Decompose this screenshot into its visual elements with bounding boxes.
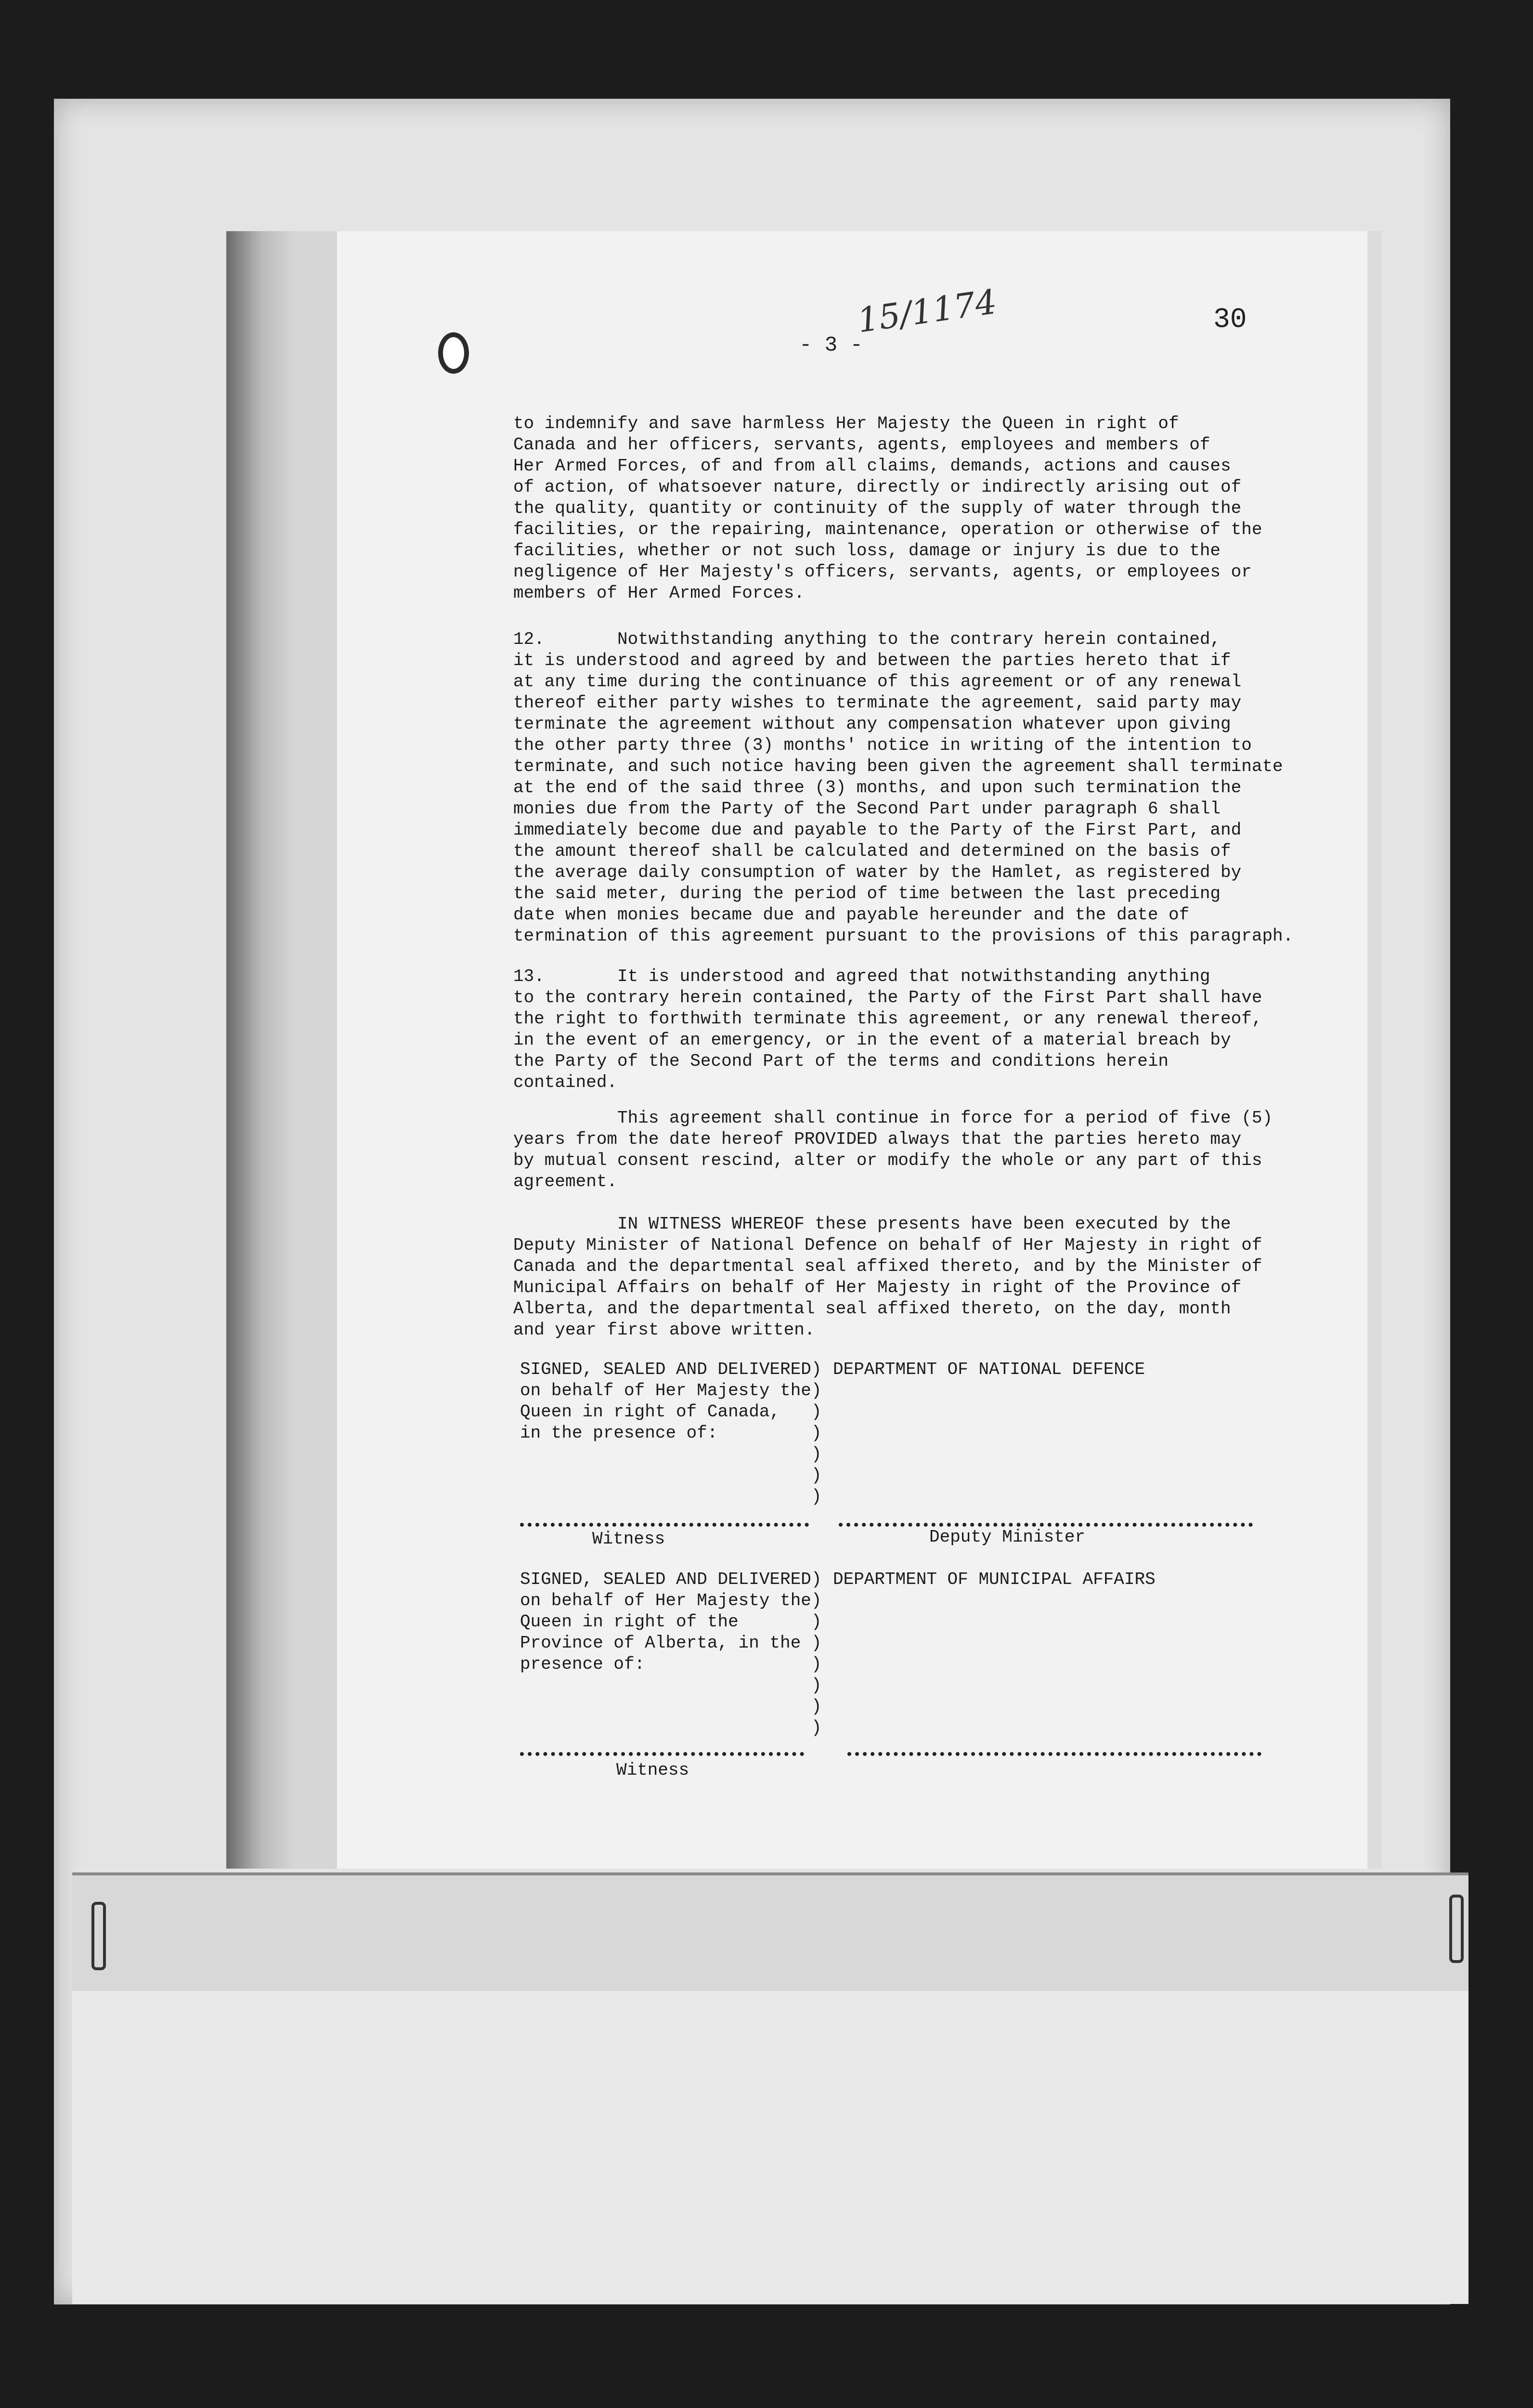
punch-hole <box>438 332 469 374</box>
paragraph-13: 13. It is understood and agreed that notwithstanding anything to the contrary herein contained, the Party of the First Part shall have the right to forthwith terminate this agreement, or any renewal thereof, in the event of an emergency, or in the event of a material breach by the Party of the Second Part of the terms and conditions herein contained. <box>513 967 1262 1092</box>
signature-block-national-defence <box>520 1359 1290 1552</box>
signature-recital: SIGNED, SEALED AND DELIVERED) on behalf of Her Majesty the) Queen in right of the ) Province of Alberta, in the ) presence of: ) ) ) ) <box>520 1570 822 1738</box>
handwritten-file-reference: 15/1174 <box>855 282 1000 340</box>
page-number: - 3 - <box>799 333 863 357</box>
witness-signature-line <box>520 1523 809 1527</box>
staple-left <box>91 1902 106 1970</box>
underlying-sheet <box>72 1991 1468 2304</box>
staple-right <box>1449 1895 1464 1963</box>
witness-label: Witness <box>592 1529 665 1549</box>
paragraph-12: 12. Notwithstanding anything to the contrary herein contained, it is understood and agreed by and between the parties hereto that if at any time during the continuance of this agreement or of any renewal thereof either party wishes to terminate the agreement, said party may terminate the agreement without any compensation whatever upon giving the other party three (3) months' notice in writing of the intention to terminate, and such notice having been given the agreement shall terminate at the end of the said three (3) months, and upon such termination the monies due from the Party of the Second Part under paragraph 6 shall immediately become due and payable to the Party of the First Part, and the amount thereof shall be calculated and determined on the basis of the average daily consumption of water by the Hamlet, as registered by the said meter, during the period of time between the last preceding date when monies became due and payable hereunder and the date of termination of this agreement pursuant to the provisions of this paragraph. <box>513 629 1294 946</box>
witness-signature-line <box>520 1752 804 1756</box>
binding-strip <box>72 1872 1468 1994</box>
paragraph-in-witness: IN WITNESS WHEREOF these presents have been executed by the Deputy Minister of National Defence on behalf of Her Majesty in right of Canada and the departmental seal affixed thereto, and by the Minister of Municipal Affairs on behalf of Her Majesty in right of the Province of Alberta, and the departmental seal affixed thereto, on the day, month and year first above written. <box>513 1214 1262 1340</box>
minister-signature-line <box>839 1523 1253 1527</box>
paragraph-term: This agreement shall continue in force for a period of five (5) years from the date hereof PROVIDED always that the parties hereto may by mutual consent rescind, alter or modify the whole or any part of this agreement. <box>513 1108 1273 1191</box>
department-name: DEPARTMENT OF MUNICIPAL AFFAIRS <box>833 1570 1156 1589</box>
witness-label: Witness <box>616 1760 689 1780</box>
minister-signature-line <box>847 1752 1261 1756</box>
department-name: DEPARTMENT OF NATIONAL DEFENCE <box>833 1360 1145 1379</box>
paragraph-indemnify: to indemnify and save harmless Her Majesty the Queen in right of Canada and her officers, servants, agents, employees and members of Her Armed Forces, of and from all claims, demands, actions and causes of action, of whatsoever nature, directly or indirectly arising out of the quality, quantity or continuity of the supply of water through the facilities, or the repairing, maintenance, operation or otherwise of the facilities, whether or not such loss, damage or injury is due to the negligence of Her Majesty's officers, servants, agents, or employees or members of Her Armed Forces. <box>513 414 1262 603</box>
deputy-minister-label: Deputy Minister <box>929 1527 1086 1547</box>
signature-block-municipal-affairs <box>520 1569 1290 1791</box>
signature-recital: SIGNED, SEALED AND DELIVERED) on behalf of Her Majesty the) Queen in right of Canada, ) in the presence of: ) ) ) ) <box>520 1360 822 1506</box>
folio-number: 30 <box>1213 304 1247 336</box>
